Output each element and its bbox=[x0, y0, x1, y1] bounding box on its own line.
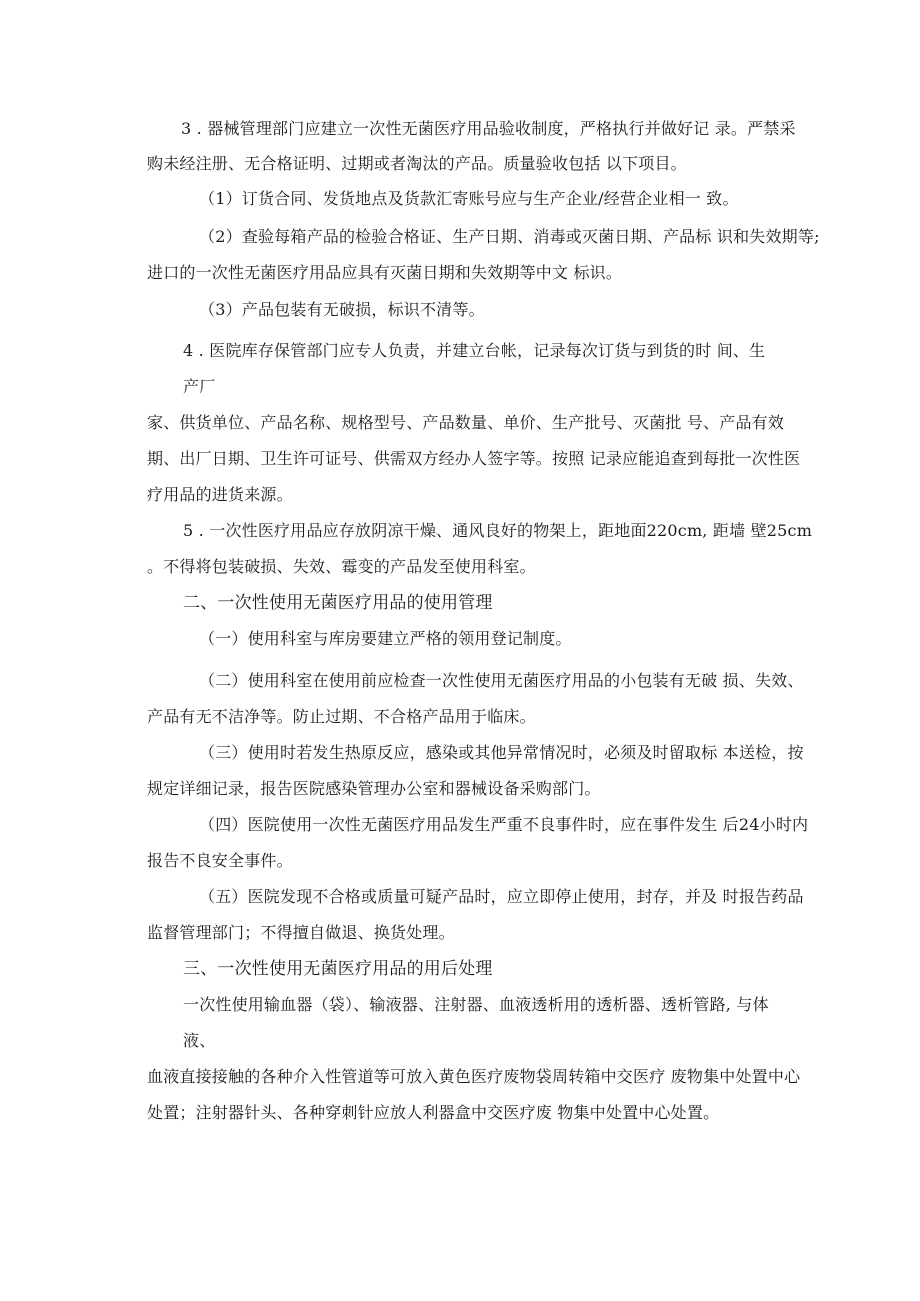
item-1: （1）订货合同、发货地点及货款汇寄账号应与生产企业/经营企业相一 致。 bbox=[199, 189, 739, 208]
section-3-line-1: 一次性使用输血器（袋）、输液器、注射器、血液透析用的透析器、透析管路, 与体 bbox=[183, 995, 769, 1014]
section-2-item-1: （一）使用科室与库房要建立严格的领用登记制度。 bbox=[199, 629, 572, 648]
section-2-item-2-line-2: 产品有无不洁净等。防止过期、不合格产品用于临床。 bbox=[147, 707, 536, 726]
section-3-line-4: 处置；注射器针头、各种穿刺针应放人利器盒中交医疗废 物集中处置中心处置。 bbox=[147, 1103, 720, 1122]
paragraph-4-line-1: 4 . 医院库存保管部门应专人负责，并建立台帐，记录每次订货与到货的时 间、生 bbox=[183, 341, 766, 360]
section-2-item-4-line-2: 报告不良安全事件。 bbox=[147, 851, 293, 870]
paragraph-3-line-1: 3 . 器械管理部门应建立一次性无菌医疗用品验收制度，严格执行并做好记 录。严禁采 bbox=[181, 119, 796, 138]
section-2-item-5-line-2: 监督管理部门；不得擅自做退、换货处理。 bbox=[147, 923, 455, 942]
section-3-line-3: 血液直接接触的各种介入性管道等可放入黄色医疗废物袋周转箱中交医疗 废物集中处置中心 bbox=[147, 1067, 801, 1086]
section-2-item-4-line-1: （四）医院使用一次性无菌医疗用品发生严重不良事件时，应在事件发生 后24小时内 bbox=[199, 815, 809, 834]
paragraph-3-line-2: 购未经注册、无合格证明、过期或者淘汰的产品。质量验收包括 以下项目。 bbox=[147, 154, 687, 173]
item-3: （3）产品包装有无破损，标识不清等。 bbox=[199, 300, 485, 319]
paragraph-4-line-5: 疗用品的进货来源。 bbox=[147, 485, 293, 504]
section-2-item-3-line-1: （三）使用时若发生热原反应，感染或其他异常情况时，必须及时留取标 本送检，按 bbox=[199, 743, 804, 762]
section-2-item-2-line-1: （二）使用科室在使用前应检查一次性使用无菌医疗用品的小包装有无破 损、失效、 bbox=[199, 671, 804, 690]
section-2-item-3-line-2: 规定详细记录，报告医院感染管理办公室和器械设备采购部门。 bbox=[147, 779, 601, 798]
section-2-item-5-line-1: （五）医院发现不合格或质量可疑产品时，应立即停止使用，封存，并及 时报告药品 bbox=[199, 887, 804, 906]
item-2-line-2: 进口的一次性无菌医疗用品应具有灭菌日期和失效期等中文 标识。 bbox=[147, 263, 623, 282]
paragraph-5-line-1: 5 . 一次性医疗用品应存放阴凉干燥、通风良好的物架上，距地面220cm, 距墙 壁25cm bbox=[183, 521, 813, 540]
paragraph-4-line-2: 产厂 bbox=[183, 377, 216, 396]
item-2-line-1: （2）查验每箱产品的检验合格证、生产日期、消毒或灭菌日期、产品标 识和失效期等; bbox=[199, 227, 820, 246]
section-3-heading: 三、一次性使用无菌医疗用品的用后处理 bbox=[183, 959, 493, 979]
paragraph-4-line-4: 期、出厂日期、卫生许可证号、供需双方经办人签字等。按照 记录应能追查到每批一次性医 bbox=[147, 449, 801, 468]
paragraph-5-line-2: 。不得将包装破损、失效、霉变的产品发至使用科室。 bbox=[147, 557, 536, 576]
paragraph-4-line-3: 家、供货单位、产品名称、规格型号、产品数量、单价、生产批号、灭菌批 号、产品有效 bbox=[147, 413, 785, 432]
section-2-heading: 二、一次性使用无菌医疗用品的使用管理 bbox=[183, 593, 493, 613]
section-3-line-2: 液、 bbox=[183, 1031, 216, 1050]
